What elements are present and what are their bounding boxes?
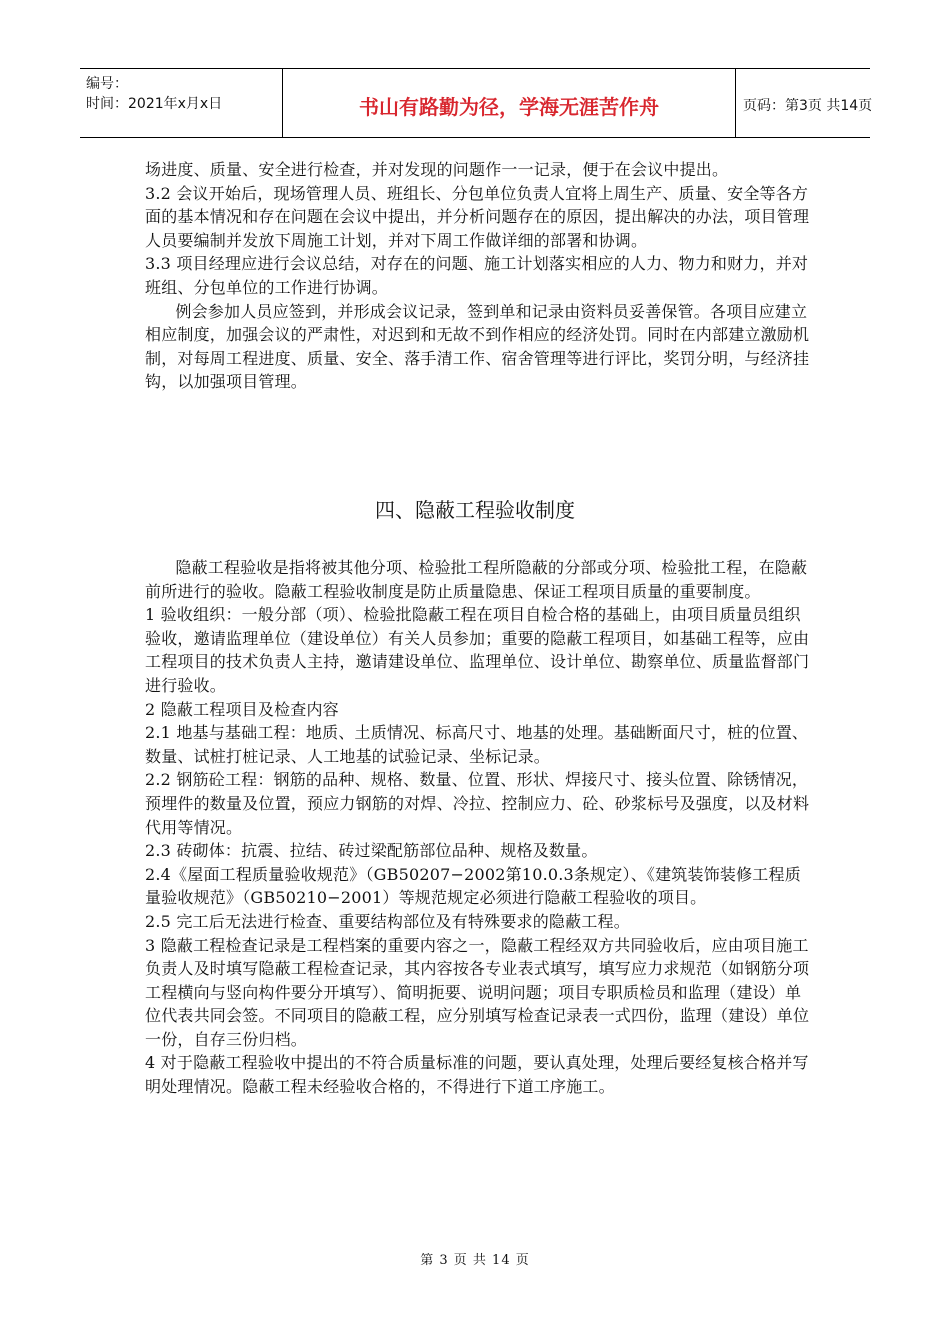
paragraph: 2.5 完工后无法进行检查、重要结构部位及有特殊要求的隐蔽工程。: [145, 911, 630, 931]
page-info: 页码：第3页 共14页: [743, 98, 873, 114]
paragraph: 隐蔽工程验收是指将被其他分项、检验批工程所隐蔽的分部或分项、检验批工程，在隐蔽前所进行的验收。隐蔽工程验收制度是防止质量隐患、保证工程项目质量的重要制度。: [145, 558, 808, 601]
section3-body: [145, 158, 810, 394]
paragraph: 场进度、质量、安全进行检查，并对发现的问题作一一记录，便于在会议中提出。: [145, 160, 729, 179]
paragraph: 3.3 项目经理应进行会议总结，对存在的问题、施工计划落实相应的人力、物力和财力，并对班组、分包单位的工作进行协调。: [145, 254, 809, 297]
section4-body: [145, 556, 810, 1099]
header-motto-cell: [282, 69, 736, 137]
time-label: 时间：2021年x月x日: [86, 96, 223, 112]
paragraph: 2.2 钢筋砼工程：钢筋的品种、规格、数量、位置、形状、焊接尺寸、接头位置、除锈情况，预埋件的数量及位置，预应力钢筋的对焊、冷拉、控制应力、砼、砂浆标号及强度，以及材料代用等情况。: [145, 770, 810, 837]
page-footer: 第 3 页 共 14 页: [420, 1253, 530, 1268]
paragraph: 3 隐蔽工程检查记录是工程档案的重要内容之一，隐蔽工程经双方共同验收后，应由项目施工负责人及时填写隐蔽工程检查记录，其内容按各专业表式填写，填写应力求规范（如钢筋分项工程横向与竖向构件要分开填写）、简明扼要、说明问题；项目专职质检员和监理（建设）单位代表共同会签。不同项目的隐蔽工程，应分别填写检查记录表一式四份，监理（建设）单位一份，自存三份归档。: [145, 935, 810, 1049]
paragraph: 3.2 会议开始后，现场管理人员、班组长、分包单位负责人宜将上周生产、质量、安全等各方面的基本情况和存在问题在会议中提出，并分析问题存在的原因，提出解决的办法，项目管理人员要编制并发放下周施工计划，并对下周工作做详细的部署和协调。: [145, 183, 810, 250]
paragraph: 4 对于隐蔽工程验收中提出的不符合质量标准的问题，要认真处理，处理后要经复核合格并写明处理情况。隐蔽工程未经验收合格的，不得进行下道工序施工。: [145, 1053, 809, 1097]
paragraph: 2.3 砖砌体：抗震、拉结、砖过梁配筋部位品种、规格及数量。: [145, 841, 598, 861]
paragraph: 2.1 地基与基础工程：地质、土质情况、标高尺寸、地基的处理。基础断面尺寸，桩的位置、数量、试桩打桩记录、人工地基的试验记录、坐标记录。: [145, 723, 809, 766]
header-page-cell: [735, 69, 873, 137]
paragraph: 例会参加人员应签到，并形成会议记录，签到单和记录由资料员妥善保管。各项目应建立相应制度，加强会议的严肃性，对迟到和无故不到作相应的经济处罚。同时在内部建立激励机制，对每周工程进度、质量、安全、落手清工作、宿舍管理等进行评比，奖罚分明，与经济挂钩，以加强项目管理。: [145, 301, 810, 392]
paragraph: 2.4《屋面工程质量验收规范》（GB50207−2002第10.0.3条规定）、《建筑装饰装修工程质量验收规范》（GB50210−2001）等规范规定必须进行隐蔽工程验收的项目。: [145, 864, 801, 908]
number-label: 编号：: [86, 76, 128, 92]
paragraph: 1 验收组织：一般分部（项）、检验批隐蔽工程在项目自检合格的基础上，由项目质量员组织验收，邀请监理单位（建设单位）有关人员参加；重要的隐蔽工程项目，如基础工程等，应由工程项目的技术负责人主持，邀请建设单位、监理单位、设计单位、勘察单位、质量监督部门进行验收。: [145, 605, 810, 695]
header-meta-cell: [80, 69, 280, 137]
section-title: 四、隐蔽工程验收制度: [375, 498, 575, 522]
page-header: [80, 68, 873, 138]
motto: 书山有路勤为径，学海无涯苦作舟: [359, 95, 659, 119]
paragraph: 2 隐蔽工程项目及检查内容: [145, 699, 339, 719]
